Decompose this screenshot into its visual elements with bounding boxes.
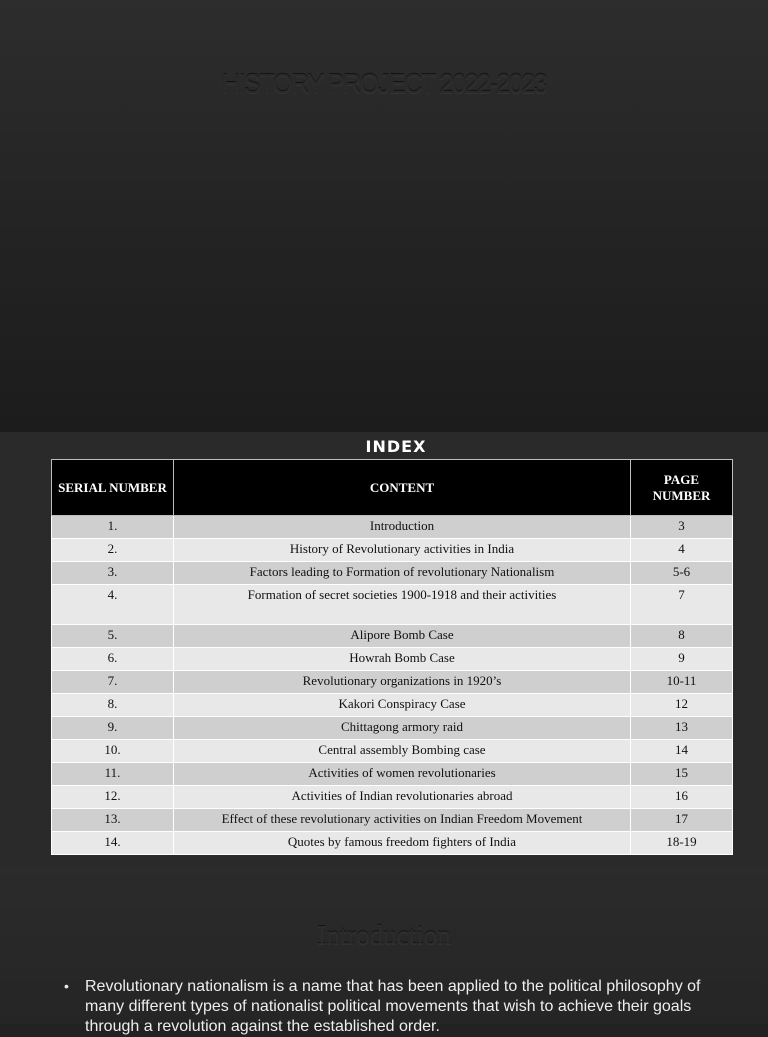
serial-number-cell: 4. (52, 585, 174, 625)
table-row (52, 562, 733, 585)
content-cell: Chittagong armory raid (174, 717, 631, 740)
table-row (52, 740, 733, 763)
content-cell: History of Revolutionary activities in India (174, 539, 631, 562)
page-number-cell: 10-11 (631, 671, 733, 694)
serial-number-cell: 8. (52, 694, 174, 717)
serial-number-cell: 9. (52, 717, 174, 740)
table-row (52, 763, 733, 786)
index-heading: INDEX (365, 437, 427, 456)
serial-number-cell: 5. (52, 625, 174, 648)
content-cell: Alipore Bomb Case (174, 625, 631, 648)
page-number-cell: 9 (631, 648, 733, 671)
title-slide (0, 0, 768, 432)
page-number-cell: 18-19 (631, 832, 733, 855)
serial-number-cell: 2. (52, 539, 174, 562)
project-title: HISTORY PROJECT 2022-2023 (221, 68, 547, 99)
table-row (52, 585, 733, 625)
content-cell: Factors leading to Formation of revolutionary Nationalism (174, 562, 631, 585)
table-row (52, 786, 733, 809)
page-number-cell: 16 (631, 786, 733, 809)
table-row (52, 648, 733, 671)
index-table (51, 459, 733, 855)
serial-number-cell: 11. (52, 763, 174, 786)
page-number-cell: 17 (631, 809, 733, 832)
serial-number-cell: 12. (52, 786, 174, 809)
page-number-cell: 12 (631, 694, 733, 717)
page-number-cell: 15 (631, 763, 733, 786)
introduction-slide (0, 866, 768, 1035)
content-cell: Activities of women revolutionaries (174, 763, 631, 786)
page-number-cell: 7 (631, 585, 733, 625)
content-cell: Quotes by famous freedom fighters of India (174, 832, 631, 855)
serial-number-cell: 7. (52, 671, 174, 694)
table-row (52, 832, 733, 855)
page-number-cell: 8 (631, 625, 733, 648)
page-number-cell: 5-6 (631, 562, 733, 585)
table-row (52, 694, 733, 717)
content-cell: Kakori Conspiracy Case (174, 694, 631, 717)
content-cell: Revolutionary organizations in 1920’s (174, 671, 631, 694)
header-serial-number: SERIAL NUMBER (52, 460, 174, 516)
table-row (52, 717, 733, 740)
content-cell: Effect of these revolutionary activities on Indian Freedom Movement (174, 809, 631, 832)
index-table-body (52, 516, 733, 855)
table-row (52, 516, 733, 539)
content-cell: Howrah Bomb Case (174, 648, 631, 671)
table-row (52, 809, 733, 832)
table-row (52, 539, 733, 562)
page-number-cell: 3 (631, 516, 733, 539)
serial-number-cell: 6. (52, 648, 174, 671)
page-number-cell: 4 (631, 539, 733, 562)
serial-number-cell: 3. (52, 562, 174, 585)
content-cell: Introduction (174, 516, 631, 539)
table-row (52, 671, 733, 694)
content-cell: Activities of Indian revolutionaries abroad (174, 786, 631, 809)
header-content: CONTENT (174, 460, 631, 516)
page-number-cell: 13 (631, 717, 733, 740)
index-slide (0, 432, 768, 866)
header-page-number: PAGE NUMBER (631, 460, 733, 516)
serial-number-cell: 13. (52, 809, 174, 832)
page-number-cell: 14 (631, 740, 733, 763)
bullet-icon: • (64, 978, 69, 994)
serial-number-cell: 1. (52, 516, 174, 539)
serial-number-cell: 14. (52, 832, 174, 855)
table-row (52, 625, 733, 648)
content-cell: Central assembly Bombing case (174, 740, 631, 763)
content-cell: Formation of secret societies 1900-1918 and their activities (174, 585, 631, 625)
introduction-title: Introduction (317, 920, 451, 950)
introduction-bullet: Revolutionary nationalism is a name that has been applied to the political philosophy of many different types of nationalist political movements that wish to achieve their goals through a revolution against the established order. (85, 978, 701, 1035)
table-header-row (52, 460, 733, 516)
serial-number-cell: 10. (52, 740, 174, 763)
